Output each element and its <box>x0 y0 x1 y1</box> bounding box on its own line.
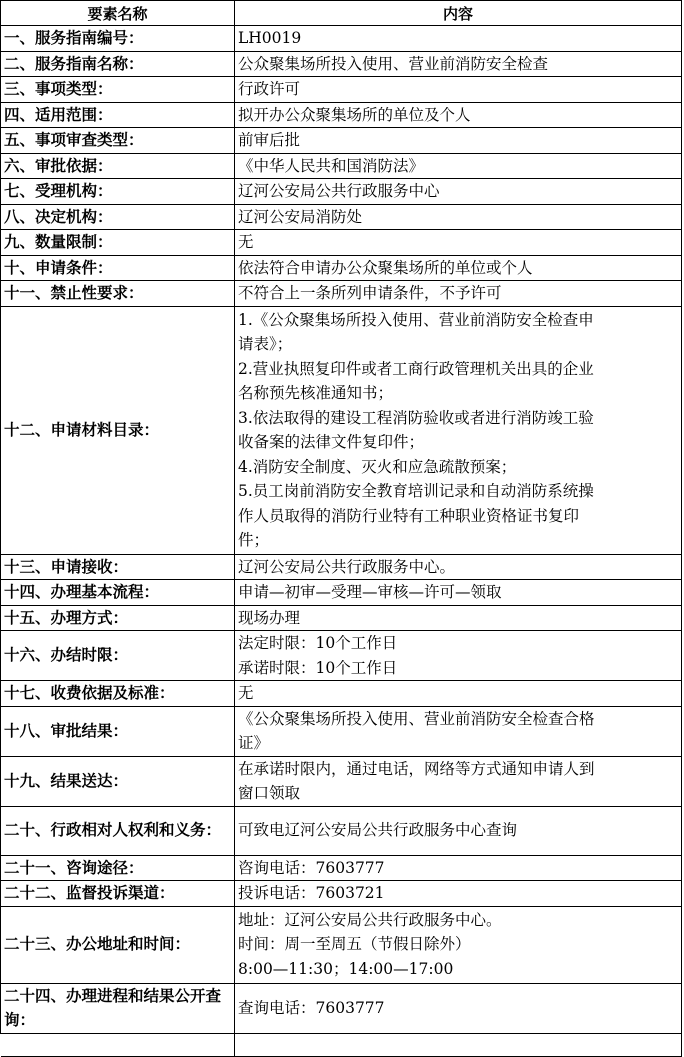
row-content <box>235 906 682 983</box>
row-content <box>235 580 682 606</box>
table-row <box>1 102 682 128</box>
table-row <box>1 580 682 606</box>
content-line: 法定时限：10个工作日 <box>238 634 398 652</box>
content-line: 件； <box>238 531 270 549</box>
content-line: 辽河公安局公共行政服务中心 <box>238 182 440 200</box>
content-line: 依法符合申请办公众聚集场所的单位或个人 <box>238 258 533 277</box>
content-line: 在承诺时限内，通过电话，网络等方式通知申请人到 <box>238 759 595 778</box>
table-row <box>1 281 682 307</box>
row-content <box>235 102 682 128</box>
content-line: 4.消防安全制度、灭火和应急疏散预案； <box>238 457 517 476</box>
row-content <box>235 631 682 681</box>
empty-cell <box>235 1033 682 1056</box>
table-row <box>1 230 682 256</box>
row-label: 十七、收费依据及标准： <box>1 681 235 707</box>
row-label: 九、数量限制： <box>1 230 235 256</box>
row-label: 十四、办理基本流程： <box>1 580 235 606</box>
row-content <box>235 806 682 855</box>
table-row <box>1 26 682 52</box>
content-line: 辽河公安局消防处 <box>238 207 363 226</box>
content-line: 收备案的法律文件复印件； <box>238 433 425 451</box>
content-line: 《中华人民共和国消防法》 <box>238 156 425 175</box>
row-label: 十九、结果送达： <box>1 756 235 806</box>
table-row <box>1 255 682 281</box>
row-label: 二十三、办公地址和时间： <box>1 906 235 983</box>
row-label: 十一、禁止性要求： <box>1 281 235 307</box>
table-row <box>1 51 682 77</box>
content-line: 查询电话：7603777 <box>238 998 385 1017</box>
content-line: 时间：周一至周五（节假日除外） <box>238 935 471 954</box>
table-row <box>1 631 682 681</box>
row-content <box>235 77 682 103</box>
content-line: 申请—初审—受理—审核—许可—领取 <box>238 583 502 601</box>
row-label: 三、事项类型： <box>1 77 235 103</box>
row-label: 十、申请条件： <box>1 255 235 281</box>
row-label: 七、受理机构： <box>1 179 235 205</box>
content-line: 可致电辽河公安局公共行政服务中心查询 <box>238 821 518 840</box>
content-line: 投诉电话：7603721 <box>238 884 385 902</box>
content-line: 不符合上一条所列申请条件，不予许可 <box>238 284 502 302</box>
empty-cell <box>1 1033 235 1056</box>
row-label: 二十二、监督投诉渠道： <box>1 881 235 907</box>
content-line: 行政许可 <box>238 80 301 98</box>
row-label: 十二、申请材料目录： <box>1 306 235 554</box>
content-line: 2.营业执照复印件或者工商行政管理机关出具的企业 <box>238 359 594 378</box>
content-line: 《公众聚集场所投入使用、营业前消防安全检查合格 <box>238 709 595 728</box>
content-line: 请表》； <box>238 335 293 353</box>
table-body <box>1 26 682 1057</box>
table-row <box>1 756 682 806</box>
row-label: 十八、审批结果： <box>1 706 235 756</box>
content-line: 咨询电话：7603777 <box>238 858 385 877</box>
row-label: 一、服务指南编号： <box>1 26 235 52</box>
row-label: 十三、申请接收： <box>1 554 235 580</box>
row-content <box>235 204 682 230</box>
row-label: 十五、办理方式： <box>1 605 235 631</box>
table-header-row <box>1 1 682 26</box>
table-row <box>1 855 682 881</box>
table-row <box>1 706 682 756</box>
content-line: 无 <box>238 233 254 251</box>
content-line: 辽河公安局公共行政服务中心。 <box>238 557 456 576</box>
content-line: 名称预先核准通知书； <box>238 384 394 402</box>
content-line: 窗口领取 <box>238 784 301 802</box>
content-line: 承诺时限：10个工作日 <box>238 658 398 677</box>
row-content <box>235 306 682 554</box>
content-line: 公众聚集场所投入使用、营业前消防安全检查 <box>238 54 549 73</box>
row-content <box>235 128 682 154</box>
row-label: 十六、办结时限： <box>1 631 235 681</box>
row-content <box>235 881 682 907</box>
table-row <box>1 881 682 907</box>
table-row <box>1 983 682 1033</box>
table-row <box>1 554 682 580</box>
content-line: LH0019 <box>238 29 302 47</box>
row-content <box>235 756 682 806</box>
table-row <box>1 681 682 707</box>
content-line: 前审后批 <box>238 131 301 149</box>
row-label: 五、事项审查类型： <box>1 128 235 154</box>
row-content <box>235 51 682 77</box>
empty-trailing-row <box>1 1033 682 1056</box>
content-line: 无 <box>238 684 254 702</box>
content-line: 5.员工岗前消防安全教育培训记录和自动消防系统操 <box>238 482 594 500</box>
content-line: 3.依法取得的建设工程消防验收或者进行消防竣工验 <box>238 408 594 427</box>
table-row <box>1 806 682 855</box>
row-label: 二十四、办理进程和结果公开查询： <box>1 983 235 1033</box>
row-content <box>235 681 682 707</box>
content-line: 地址：辽河公安局公共行政服务中心。 <box>238 910 502 929</box>
row-label: 二十、行政相对人权利和义务： <box>1 806 235 855</box>
content-line: 1.《公众聚集场所投入使用、营业前消防安全检查申 <box>238 310 594 329</box>
row-content <box>235 230 682 256</box>
row-content <box>235 983 682 1033</box>
table-row <box>1 204 682 230</box>
header-element-name: 要素名称 <box>1 1 235 26</box>
content-line: 现场办理 <box>238 608 301 627</box>
row-label: 六、审批依据： <box>1 153 235 179</box>
row-content <box>235 26 682 52</box>
row-label: 八、决定机构： <box>1 204 235 230</box>
row-content <box>235 855 682 881</box>
row-content <box>235 706 682 756</box>
row-content <box>235 605 682 631</box>
row-label: 二十一、咨询途径： <box>1 855 235 881</box>
table-row <box>1 906 682 983</box>
content-line: 证》 <box>238 734 270 752</box>
row-content <box>235 281 682 307</box>
table-row <box>1 153 682 179</box>
row-label: 二、服务指南名称： <box>1 51 235 77</box>
content-line: 8:00—11:30；14:00—17:00 <box>238 959 454 978</box>
content-line: 作人员取得的消防行业特有工种职业资格证书复印 <box>238 506 580 525</box>
row-content <box>235 554 682 580</box>
row-content <box>235 255 682 281</box>
header-content: 内容 <box>235 1 682 26</box>
table-row <box>1 605 682 631</box>
table-row <box>1 128 682 154</box>
table-row <box>1 306 682 554</box>
table-row <box>1 179 682 205</box>
content-line: 拟开办公众聚集场所的单位及个人 <box>238 105 471 124</box>
row-label: 四、适用范围： <box>1 102 235 128</box>
row-content <box>235 153 682 179</box>
row-content <box>235 179 682 205</box>
table-row <box>1 77 682 103</box>
